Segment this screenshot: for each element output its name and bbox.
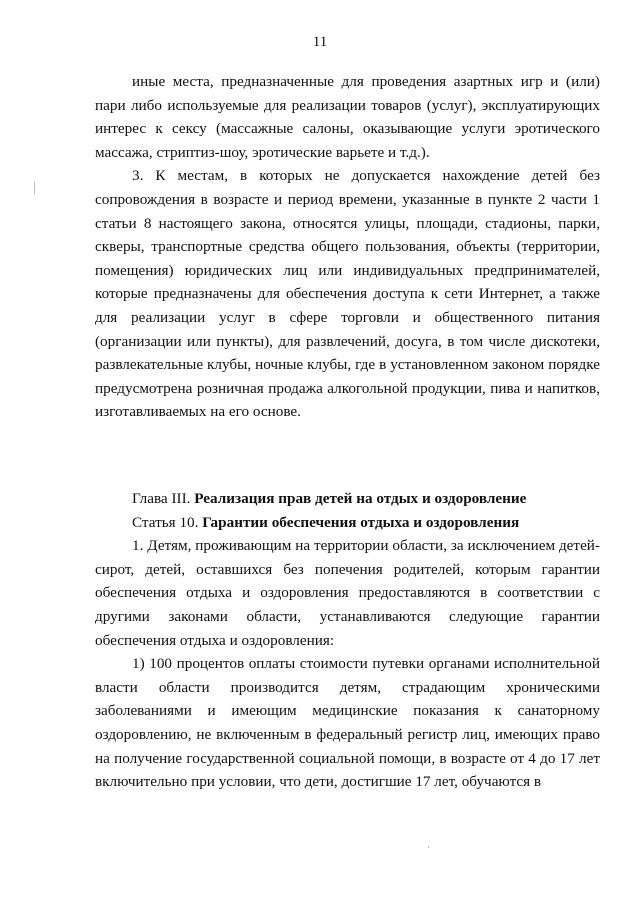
article-heading	[95, 511, 600, 535]
chapter-title: Реализация прав детей на отдых и оздоровление	[194, 490, 527, 507]
chapter-heading	[95, 487, 600, 511]
paragraph-subitem-1: 1) 100 процентов оплаты стоимости путевки органами исполнительной власти области производится детям, страдающим хроническими заболеваниями и имеющим медицинские показания к санаторному оздоровлению, не включенным в федеральный регистр лиц, имеющих право на получение государственной социальной помощи, в возрасте от 4 до 17 лет включительно при условии, что дети, достигшие 17 лет, обучаются в	[95, 655, 600, 791]
paragraph-item-1: 1. Детям, проживающим на территории области, за исключением детей-сирот, детей, оставшихся без попечения родителей, которым гарантии обеспечения отдыха и оздоровления предоставляются в соответствии с другими законами области, устанавливаются следующие гарантии обеспечения отдыха и оздоровления:	[95, 537, 600, 649]
paragraph-item-3: 3. К местам, в которых не допускается нахождение детей без сопровождения в возрасте и период времени, указанные в пункте 2 части 1 статьи 8 настоящего закона, относятся улицы, площади, стадионы, парки, скверы, транспортные средства общего пользования, объекты (территории, помещения) юридических лиц или индивидуальных предпринимателей, которые предназначены для обеспечения доступа к сети Интернет, а также для реализации услуг в сфере торговли и общественного питания (организации или пункты), для развлечений, досуга, в том числе дискотеки, развлекательные клубы, ночные клубы, где в установленном законом порядке предусмотрена розничная продажа алкогольной продукции, пива и напитков, изготавливаемых на его основе.	[95, 167, 600, 421]
lower-text-block	[95, 487, 600, 794]
upper-text-block	[95, 70, 600, 424]
scan-artifact-dot	[428, 846, 429, 848]
article-prefix: Статья 10.	[132, 513, 199, 531]
page-number: 11	[312, 34, 328, 50]
chapter-prefix: Глава III.	[132, 490, 191, 507]
article-title: Гарантии обеспечения отдыха и оздоровления	[202, 513, 520, 531]
paragraph-continuation: иные места, предназначенные для проведения азартных игр и (или) пари либо используемые для реализации товаров (услуг), эксплуатирующих интерес к сексу (массажные салоны, оказывающие услуги эротического массажа, стриптиз-шоу, эротические варьете и т.д.).	[95, 73, 600, 161]
scan-artifact-line	[34, 182, 35, 194]
